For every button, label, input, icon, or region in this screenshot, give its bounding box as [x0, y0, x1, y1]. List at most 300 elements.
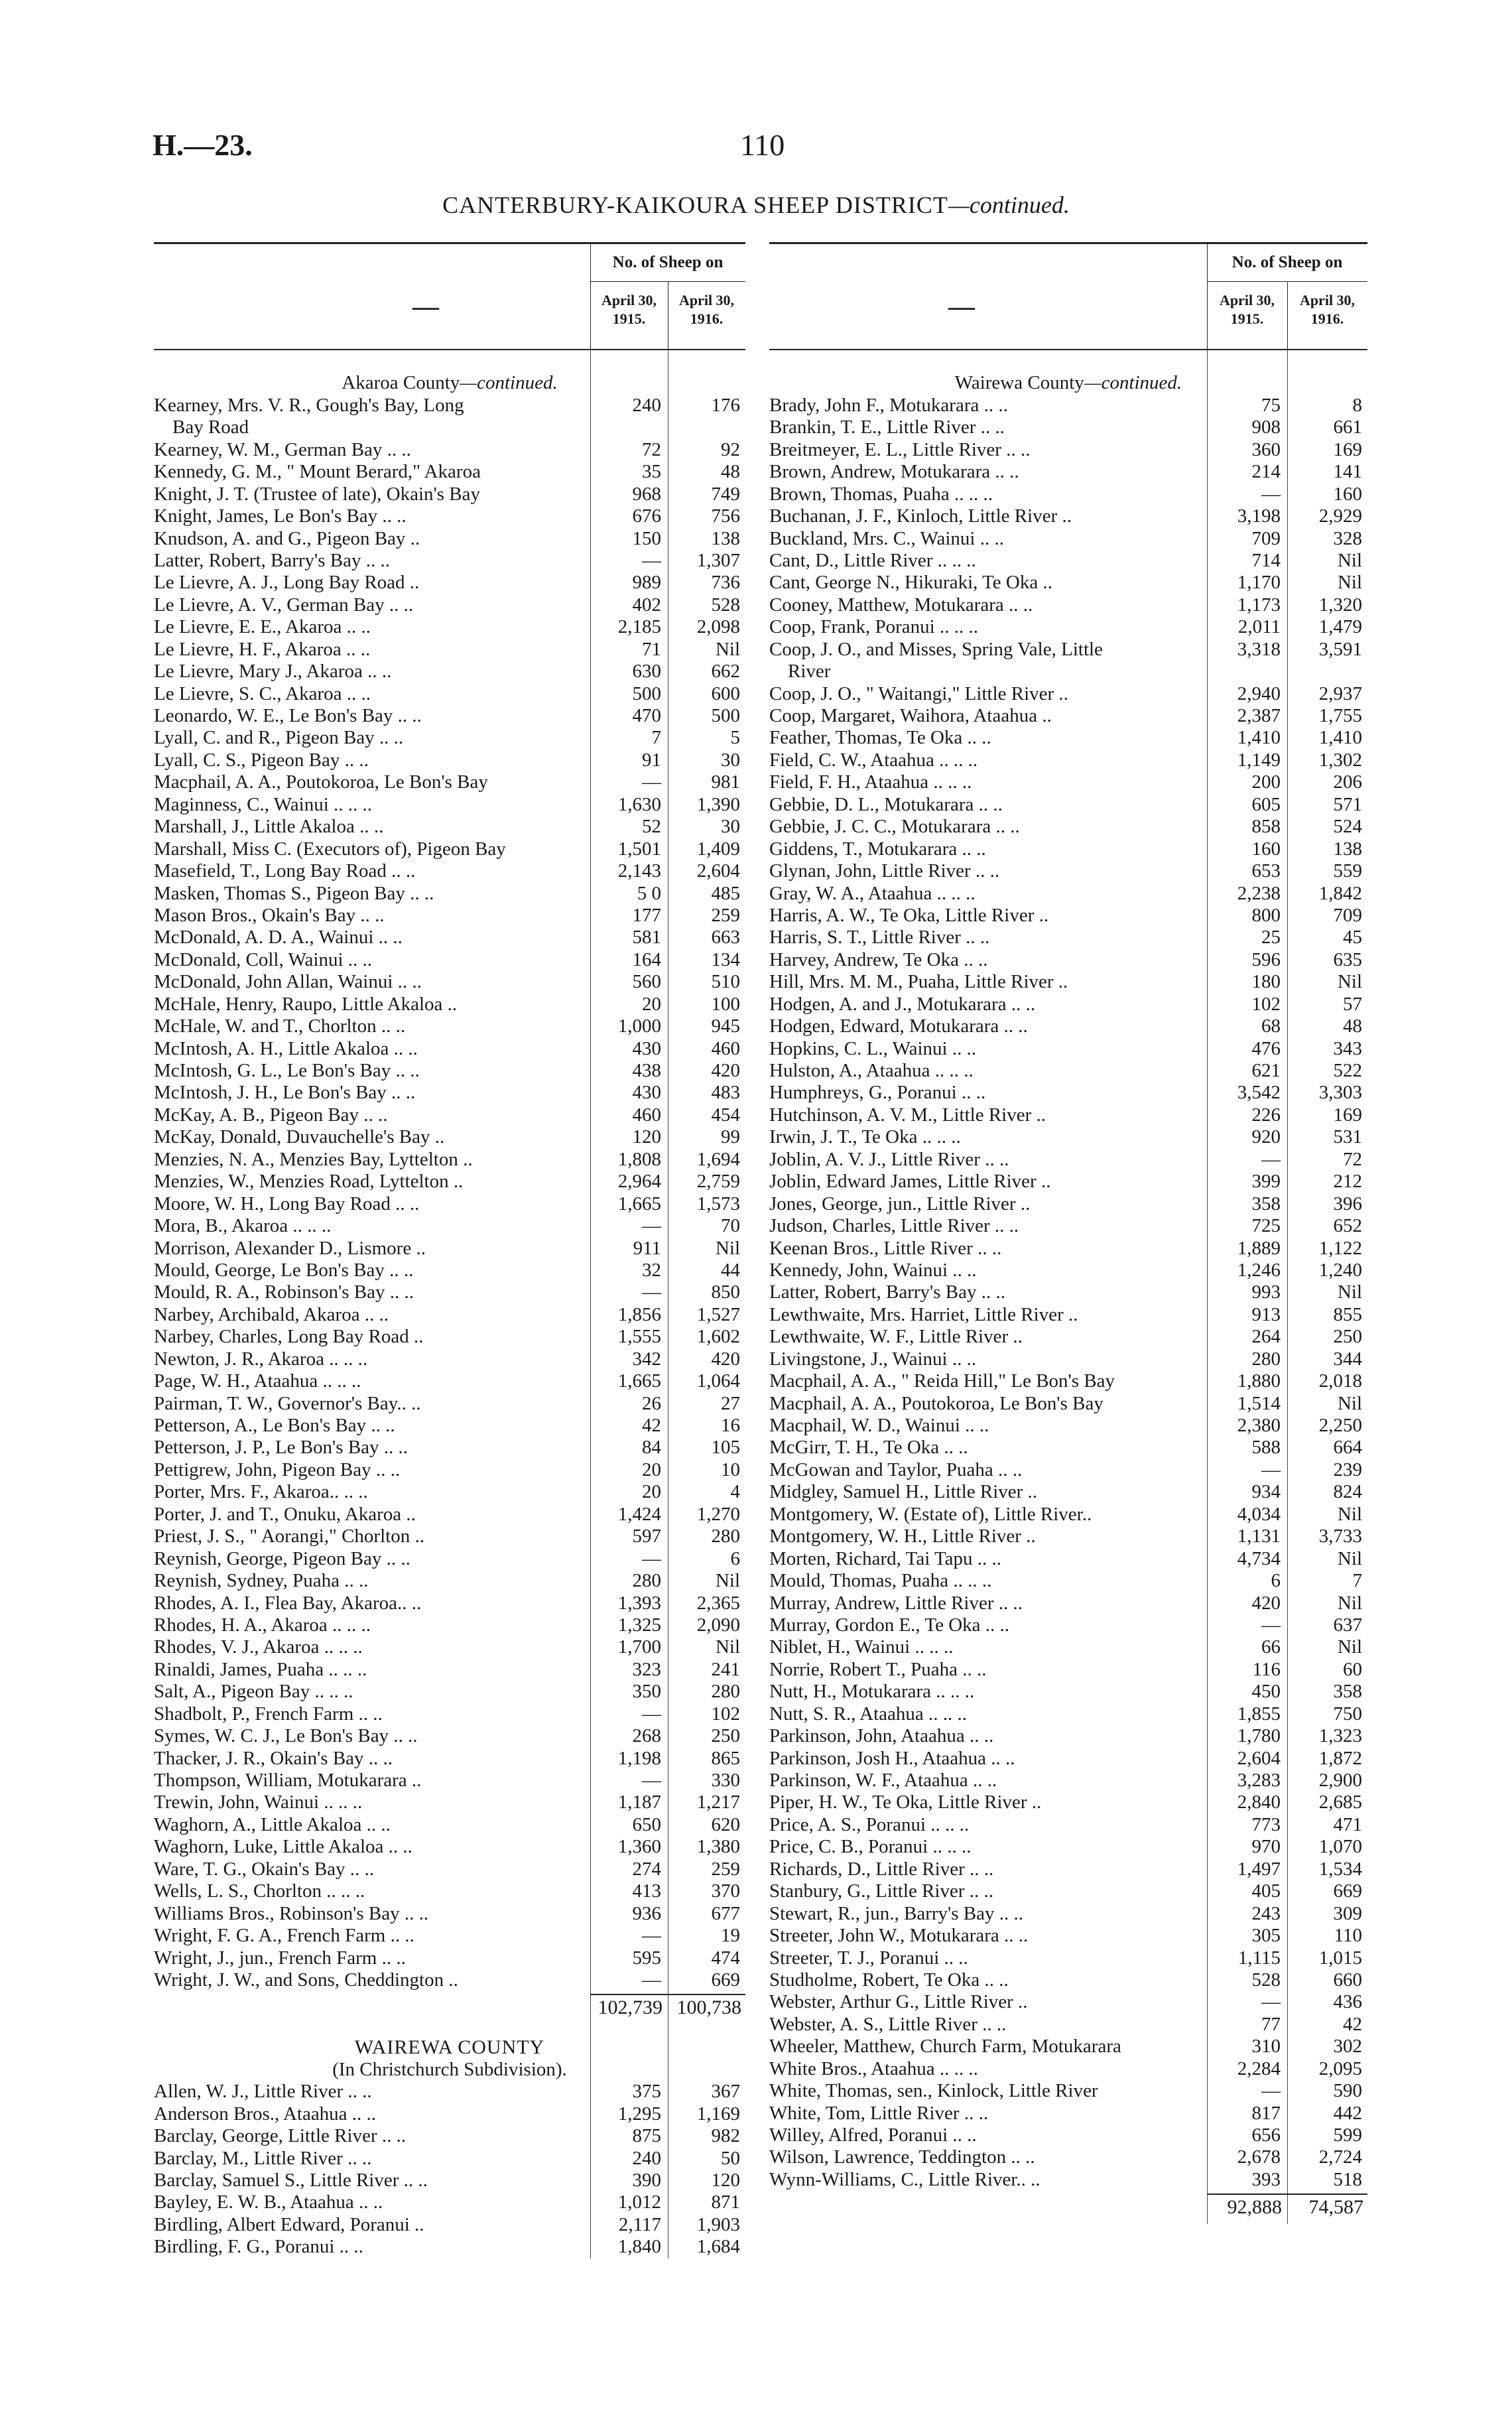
- table-row: [154, 727, 745, 749]
- owner-name: Thompson, William, Motukarara ..: [154, 1770, 422, 1791]
- table-row: [769, 1814, 1367, 1836]
- sheep-1915: 2,011: [1237, 616, 1281, 638]
- sheep-1916: 483: [711, 1082, 740, 1104]
- sheep-1916: 661: [1333, 417, 1362, 438]
- owner-name: Salt, A., Pigeon Bay .. .. ..: [154, 1681, 353, 1703]
- year-1916-date: April 30,: [1299, 292, 1355, 308]
- table-row: [154, 1215, 745, 1237]
- table-row: [769, 505, 1367, 527]
- owner-name: Birdling, Albert Edward, Poranui ..: [154, 2213, 424, 2235]
- table-row: [769, 1149, 1367, 1171]
- sheep-1916: 176: [711, 394, 740, 416]
- section-heading: [154, 372, 745, 394]
- owner-name: Lyall, C. S., Pigeon Bay .. ..: [154, 749, 369, 771]
- table-row: [769, 1370, 1367, 1392]
- owner-name: Kennedy, John, Wainui .. ..: [769, 1259, 977, 1281]
- sheep-1915: 430: [632, 1082, 661, 1104]
- table-row: [154, 505, 745, 527]
- sheep-1915: 305: [1251, 1925, 1281, 1947]
- sheep-1915: 72: [642, 438, 661, 460]
- owner-name: McGirr, T. H., Te Oka .. ..: [769, 1437, 968, 1459]
- spacer: [769, 350, 1367, 372]
- owner-name: Gebbie, J. C. C., Motukarara .. ..: [769, 816, 1020, 838]
- owner-name: Wheeler, Matthew, Church Farm, Motukarara: [769, 2036, 1121, 2058]
- sheep-1916: 524: [1333, 816, 1362, 838]
- owner-name: Barclay, M., Little River .. ..: [154, 2147, 372, 2169]
- sheep-1916: 1,479: [1318, 616, 1362, 638]
- sheep-1916: 2,090: [696, 1614, 740, 1636]
- sheep-1915: 817: [1251, 2102, 1281, 2124]
- table-row: [769, 1504, 1367, 1526]
- sheep-1915: 280: [1251, 1348, 1281, 1370]
- sheep-1915: 597: [632, 1526, 661, 1547]
- table-row: [154, 994, 745, 1015]
- sheep-1916: 2,759: [696, 1171, 740, 1193]
- sheep-1916: 485: [711, 882, 740, 904]
- table-row: [769, 594, 1367, 616]
- owner-name: Barclay, Samuel S., Little River .. ..: [154, 2170, 428, 2191]
- sheep-1915: 908: [1251, 417, 1281, 438]
- right-column: [769, 242, 1367, 2224]
- sheep-1915: 1,808: [617, 1148, 661, 1170]
- sheep-1915: 911: [633, 1237, 661, 1259]
- no-of-sheep-heading: No. of Sheep on: [1207, 244, 1367, 282]
- owner-name: Morten, Richard, Tai Tapu .. ..: [769, 1547, 1002, 1569]
- table-row: [769, 1836, 1367, 1858]
- sheep-1916: 669: [711, 1969, 740, 1991]
- sheep-1915: 934: [1251, 1481, 1281, 1503]
- sheep-1916: 2,018: [1318, 1370, 1362, 1392]
- sheep-1915: 71: [642, 638, 661, 660]
- sheep-1915: 3,198: [1237, 505, 1281, 527]
- sheep-1916: 855: [1333, 1303, 1362, 1325]
- owner-name: McDonald, A. D. A., Wainui .. ..: [154, 927, 403, 949]
- owner-name: Montgomery, W. (Estate of), Little River..: [769, 1503, 1092, 1525]
- name-column-dash: —: [412, 291, 439, 321]
- sheep-1915: —: [642, 549, 661, 571]
- table-row: [154, 1304, 745, 1326]
- sheep-1916: 620: [711, 1813, 740, 1835]
- sheep-1916: 110: [1334, 1925, 1362, 1947]
- sheep-1916: 1,217: [696, 1792, 740, 1813]
- table-row: [769, 1859, 1367, 1880]
- sheep-1916: 396: [1333, 1193, 1362, 1214]
- sheep-1916: 92: [721, 438, 740, 460]
- sheep-1915: 1,393: [617, 1592, 661, 1614]
- table-row: [769, 1437, 1367, 1459]
- year-1916-year: 1916.: [1310, 310, 1344, 327]
- owner-name: Pairman, T. W., Governor's Bay.. ..: [154, 1392, 421, 1414]
- sheep-1915: 66: [1261, 1636, 1281, 1658]
- sheep-1916: 60: [1343, 1658, 1362, 1680]
- sheep-1915: 476: [1251, 1037, 1281, 1059]
- table-row: [154, 1925, 745, 1947]
- table-row: [154, 1548, 745, 1570]
- table-row: [769, 727, 1367, 749]
- sheep-1916: 120: [711, 2170, 740, 2191]
- owner-name: McIntosh, G. L., Le Bon's Bay .. ..: [154, 1060, 420, 1081]
- sheep-1916: 105: [711, 1437, 740, 1459]
- owner-name: Gebbie, D. L., Motukarara .. ..: [769, 793, 1003, 815]
- table-row: [769, 927, 1367, 949]
- owner-name: Webster, Arthur G., Little River ..: [769, 1991, 1028, 2013]
- table-row: [154, 1593, 745, 1614]
- sheep-1916: 138: [711, 527, 740, 549]
- owner-name: Porter, J. and T., Onuku, Akaroa ..: [154, 1503, 416, 1525]
- section-heading-name: Wairewa County: [954, 372, 1084, 394]
- sheep-1916: 2,724: [1318, 2146, 1362, 2168]
- owner-name: Hodgen, A. and J., Motukarara .. ..: [769, 993, 1036, 1015]
- table-row: [769, 1015, 1367, 1037]
- table-row: [769, 2080, 1367, 2102]
- sheep-1915: 2,380: [1237, 1415, 1281, 1436]
- table-row: [154, 1060, 745, 1082]
- owner-name: Studholme, Robert, Te Oka .. ..: [769, 1969, 1009, 1991]
- sheep-1915: 1,187: [617, 1792, 661, 1813]
- sheep-1915: 1,149: [1237, 749, 1281, 771]
- owner-name: Webster, A. S., Little River .. ..: [769, 2013, 1007, 2035]
- owner-name: Rinaldi, James, Puaha .. .. ..: [154, 1658, 367, 1680]
- sheep-1916: 531: [1333, 1126, 1362, 1148]
- table-row: [769, 1925, 1367, 1947]
- sheep-1916: 70: [721, 1215, 740, 1237]
- sheep-1916: 500: [711, 705, 740, 726]
- owner-name: McHale, Henry, Raupo, Little Akaloa ..: [154, 993, 458, 1015]
- table-row: [769, 1903, 1367, 1925]
- sheep-1916: Nil: [1337, 1503, 1362, 1525]
- sheep-1915: 913: [1251, 1303, 1281, 1325]
- sheep-1916: 99: [721, 1126, 740, 1148]
- sheep-1915: 243: [1251, 1902, 1281, 1924]
- sheep-1916: 1,380: [696, 1836, 740, 1858]
- owner-name: Waghorn, A., Little Akaloa .. ..: [154, 1813, 391, 1835]
- table-row: [154, 1193, 745, 1215]
- table-row: [154, 1681, 745, 1703]
- table-row: [154, 1836, 745, 1858]
- year-1916-heading: [1287, 282, 1367, 348]
- page-title: [0, 191, 1512, 219]
- table-row: [154, 860, 745, 882]
- owner-name: Nutt, H., Motukarara .. .. ..: [769, 1681, 975, 1703]
- sheep-1915: 450: [1251, 1681, 1281, 1703]
- owner-name: Streeter, T. J., Poranui .. ..: [769, 1947, 968, 1969]
- sheep-1915: 1,700: [617, 1636, 661, 1658]
- sheep-1916: 756: [711, 505, 740, 527]
- owner-name: White Bros., Ataahua .. .. ..: [769, 2058, 978, 2079]
- owner-name: Coop, Frank, Poranui .. .. ..: [769, 616, 978, 638]
- table-row: [154, 1880, 745, 1902]
- sheep-1915: 3,318: [1237, 638, 1281, 660]
- sheep-1916: 370: [711, 1880, 740, 1902]
- table-row: [769, 639, 1367, 661]
- sheep-1915: 77: [1261, 2013, 1281, 2035]
- right-column-header: [769, 242, 1367, 350]
- owner-name: Wright, J. W., and Sons, Cheddington ..: [154, 1969, 458, 1991]
- sheep-1915: 1,410: [1237, 727, 1281, 749]
- table-row: [154, 771, 745, 793]
- sheep-1916: 250: [1333, 1326, 1362, 1348]
- table-row: [154, 1260, 745, 1281]
- owner-name: McKay, Donald, Duvauchelle's Bay ..: [154, 1126, 445, 1148]
- owner-name: Murray, Gordon E., Te Oka .. ..: [769, 1614, 1010, 1636]
- year-1916-date: April 30,: [678, 292, 735, 308]
- sheep-1915: 91: [642, 749, 661, 771]
- table-row: [769, 1614, 1367, 1636]
- table-row: [769, 1947, 1367, 1969]
- total-row: [154, 1991, 745, 2024]
- sheep-1916: 669: [1333, 1880, 1362, 1902]
- table-row: [154, 1393, 745, 1415]
- sheep-1915: 32: [642, 1259, 661, 1281]
- sheep-1916: 1,755: [1318, 705, 1362, 726]
- owner-name: Thacker, J. R., Okain's Bay .. ..: [154, 1747, 393, 1769]
- table-row: [769, 528, 1367, 550]
- sheep-1915: 993: [1251, 1281, 1281, 1303]
- sheep-1916: 280: [711, 1681, 740, 1703]
- sheep-1916: 309: [1333, 1902, 1362, 1924]
- sheep-1915: 1,780: [1237, 1725, 1281, 1747]
- sheep-1915: —: [642, 1703, 661, 1725]
- table-row: [769, 461, 1367, 483]
- table-row: [769, 2058, 1367, 2080]
- owner-name: Knudson, A. and G., Pigeon Bay ..: [154, 527, 420, 549]
- sheep-1916: 1,527: [696, 1303, 740, 1325]
- page-number: 110: [740, 128, 785, 162]
- owner-name: Narbey, Archibald, Akaroa .. ..: [154, 1303, 389, 1325]
- sheep-1915: 1,173: [1237, 594, 1281, 616]
- owner-name: Wynn-Williams, C., Little River.. ..: [769, 2168, 1040, 2190]
- table-row: [154, 2214, 745, 2236]
- sheep-1916: 212: [1333, 1171, 1362, 1193]
- table-row: [769, 616, 1367, 638]
- owner-name: Midgley, Samuel H., Little River ..: [769, 1481, 1038, 1503]
- owner-name: Brown, Thomas, Puaha .. .. ..: [769, 483, 993, 505]
- sheep-1915: 26: [642, 1392, 661, 1414]
- sheep-1916: 4: [730, 1481, 740, 1503]
- table-row: [154, 661, 745, 683]
- sheep-1915: 226: [1251, 1104, 1281, 1126]
- table-row: [769, 1260, 1367, 1281]
- table-row: [769, 2036, 1367, 2058]
- table-row: [154, 417, 745, 438]
- owner-name: Narbey, Charles, Long Bay Road ..: [154, 1326, 424, 1348]
- sheep-1915: 1,497: [1237, 1858, 1281, 1880]
- owner-name: Le Lievre, H. F., Akaroa .. ..: [154, 638, 371, 660]
- year-1915-year: 1915.: [1230, 310, 1264, 327]
- table-row: [769, 1459, 1367, 1481]
- sheep-1915: 1,325: [617, 1614, 661, 1636]
- sheep-1916: 2,604: [696, 860, 740, 882]
- owner-name: Irwin, J. T., Te Oka .. .. ..: [769, 1126, 961, 1148]
- table-row: [154, 1748, 745, 1770]
- sheep-1915: 2,940: [1237, 683, 1281, 704]
- year-1915-heading: [1207, 282, 1287, 348]
- sheep-1916: 662: [711, 661, 740, 683]
- sheep-1916: 471: [1333, 1813, 1362, 1835]
- sheep-1916: 442: [1333, 2102, 1362, 2124]
- table-row: [769, 484, 1367, 505]
- sheep-1916: 518: [1333, 2168, 1362, 2190]
- owner-name: Glynan, John, Little River .. ..: [769, 860, 1000, 882]
- sheep-1915: 264: [1251, 1326, 1281, 1348]
- owner-name: Richards, D., Little River .. ..: [769, 1858, 994, 1880]
- sheep-1916: 1,903: [696, 2213, 740, 2235]
- owner-name: Buchanan, J. F., Kinloch, Little River ..: [769, 505, 1072, 527]
- name-column-dash: —: [948, 291, 975, 321]
- sheep-1915: 75: [1261, 394, 1281, 416]
- owner-name: Menzies, N. A., Menzies Bay, Lyttelton ..: [154, 1148, 473, 1170]
- table-row: [769, 417, 1367, 438]
- sheep-1916: 3,591: [1318, 638, 1362, 660]
- table-row: [154, 572, 745, 594]
- owner-name: Keenan Bros., Little River .. ..: [769, 1237, 1002, 1259]
- table-row: [154, 2081, 745, 2103]
- owner-name: Piper, H. W., Te Oka, Little River ..: [769, 1792, 1042, 1813]
- sheep-1915: 1,889: [1237, 1237, 1281, 1259]
- owner-name: Harvey, Andrew, Te Oka .. ..: [769, 949, 988, 970]
- owner-name: Page, W. H., Ataahua .. .. ..: [154, 1370, 361, 1392]
- sheep-1915: —: [642, 1969, 661, 1991]
- sheep-1916: Nil: [1337, 1281, 1362, 1303]
- table-row: [769, 1415, 1367, 1437]
- owner-name: Bay Road: [172, 417, 249, 438]
- table-row: [769, 1171, 1367, 1193]
- table-row: [769, 1481, 1367, 1503]
- table-row: [769, 1393, 1367, 1415]
- owner-name: Coop, J. O., " Waitangi," Little River ..: [769, 683, 1068, 704]
- owner-name: Le Lievre, Mary J., Akaroa .. ..: [154, 661, 392, 683]
- sheep-1915: 402: [632, 594, 661, 616]
- owner-name: Mould, R. A., Robinson's Bay .. ..: [154, 1281, 414, 1303]
- sheep-1915: 4,034: [1237, 1503, 1281, 1525]
- sheep-1915: 3,283: [1237, 1770, 1281, 1791]
- sheep-1915: 5 0: [637, 882, 661, 904]
- sheep-1915: 709: [1251, 527, 1281, 549]
- owner-name: Macphail, A. A., " Reida Hill," Le Bon's Bay: [769, 1370, 1115, 1392]
- table-row: [769, 1991, 1367, 2013]
- sheep-1915: —: [1261, 1148, 1281, 1170]
- sheep-1916: 6: [730, 1547, 740, 1569]
- table-row: [154, 1659, 745, 1681]
- owner-name: Lewthwaite, Mrs. Harriet, Little River ..: [769, 1303, 1078, 1325]
- section-heading-name: Akaroa County: [342, 372, 460, 394]
- owner-name: Latter, Robert, Barry's Bay .. ..: [769, 1281, 1006, 1303]
- sheep-1916: 8: [1352, 394, 1362, 416]
- sheep-1915: 2,117: [618, 2213, 661, 2235]
- table-row: [769, 395, 1367, 417]
- sheep-1916: 1,270: [696, 1503, 740, 1525]
- page-title-text: CANTERBURY-KAIKOURA SHEEP DISTRICT: [442, 192, 948, 218]
- sheep-1915: 2,185: [617, 616, 661, 638]
- sheep-1915: 150: [632, 527, 661, 549]
- sheep-1915: 4,734: [1237, 1547, 1281, 1569]
- sheep-1915: 177: [632, 904, 661, 926]
- owner-name: McDonald, John Allan, Wainui .. ..: [154, 971, 422, 993]
- sheep-1916: 1,410: [1318, 727, 1362, 749]
- sheep-1916: Nil: [1337, 971, 1362, 993]
- owner-name: Mason Bros., Okain's Bay .. ..: [154, 904, 385, 926]
- year-1916-heading: [668, 282, 745, 348]
- sheep-1916: 3,733: [1318, 1526, 1362, 1547]
- table-row: [154, 683, 745, 705]
- sheep-1915: 2,604: [1237, 1747, 1281, 1769]
- sheep-1916: 865: [711, 1747, 740, 1769]
- sheep-1915: 1,514: [1237, 1392, 1281, 1414]
- sheep-1916: 1,602: [696, 1326, 740, 1348]
- owner-name: Parkinson, John, Ataahua .. ..: [769, 1725, 994, 1747]
- owner-name: Parkinson, W. F., Ataahua .. ..: [769, 1770, 997, 1791]
- table-row: [769, 1281, 1367, 1303]
- table-row: [154, 1770, 745, 1792]
- owner-name: Maginness, C., Wainui .. .. ..: [154, 793, 373, 815]
- table-row: [154, 927, 745, 949]
- sheep-1916: 72: [1343, 1148, 1362, 1170]
- table-row: [154, 1415, 745, 1437]
- owner-name: Joblin, Edward James, Little River ..: [769, 1171, 1051, 1193]
- owner-name: Pettigrew, John, Pigeon Bay .. ..: [154, 1459, 401, 1480]
- sheep-1916: 571: [1333, 793, 1362, 815]
- owner-name: Leonardo, W. E., Le Bon's Bay .. ..: [154, 705, 422, 726]
- owner-name: Moore, W. H., Long Bay Road .. ..: [154, 1193, 420, 1214]
- owner-name: McKay, A. B., Pigeon Bay .. ..: [154, 1104, 388, 1126]
- section-heading: WAIREWA COUNTY: [354, 2036, 545, 2059]
- table-row: [154, 639, 745, 661]
- sheep-1915: 342: [632, 1348, 661, 1370]
- sheep-1916: 2,250: [1318, 1415, 1362, 1436]
- table-row: [769, 1526, 1367, 1547]
- sheep-1915: 1,856: [617, 1303, 661, 1325]
- sheep-1916: 48: [1343, 1015, 1362, 1037]
- sheep-1915: 1,665: [617, 1193, 661, 1214]
- sheep-1915: 2,284: [1237, 2058, 1281, 2079]
- sheep-1916: 510: [711, 971, 740, 993]
- sheep-1916: 2,685: [1318, 1792, 1362, 1813]
- table-row: [769, 705, 1367, 727]
- sheep-1915: 164: [632, 949, 661, 970]
- sheep-1916: 19: [721, 1925, 740, 1947]
- spacer: [154, 350, 745, 372]
- table-row: [154, 750, 745, 771]
- owner-name: Brown, Andrew, Motukarara .. ..: [769, 461, 1019, 483]
- sheep-1916: 3,303: [1318, 1082, 1362, 1104]
- sheep-1916: 42: [1343, 2013, 1362, 2035]
- table-row: [154, 905, 745, 927]
- sheep-1916: 522: [1333, 1060, 1362, 1081]
- sheep-1915: 20: [642, 1459, 661, 1480]
- sheep-1915: 528: [1251, 1969, 1281, 1991]
- table-row: [769, 1126, 1367, 1148]
- table-row: [154, 705, 745, 727]
- table-row: [154, 1459, 745, 1481]
- table-row: [769, 1215, 1367, 1237]
- table-row: [154, 2125, 745, 2147]
- table-row: [769, 1082, 1367, 1104]
- sheep-1916: 328: [1333, 527, 1362, 549]
- table-row: [769, 883, 1367, 905]
- page-title-continued: —continued.: [948, 192, 1070, 218]
- sheep-1916: 7: [1352, 1570, 1362, 1592]
- sheep-1915: 84: [642, 1437, 661, 1459]
- table-row: [154, 1636, 745, 1658]
- table-row: [769, 439, 1367, 461]
- sheep-1915: 773: [1251, 1813, 1281, 1835]
- sheep-1915: 1,855: [1237, 1703, 1281, 1725]
- sheep-1916: 367: [711, 2081, 740, 2103]
- owner-name: River: [788, 661, 831, 683]
- owner-name: Reynish, Sydney, Puaha .. ..: [154, 1570, 369, 1592]
- table-row: [769, 1238, 1367, 1260]
- sheep-1915: 500: [632, 683, 661, 704]
